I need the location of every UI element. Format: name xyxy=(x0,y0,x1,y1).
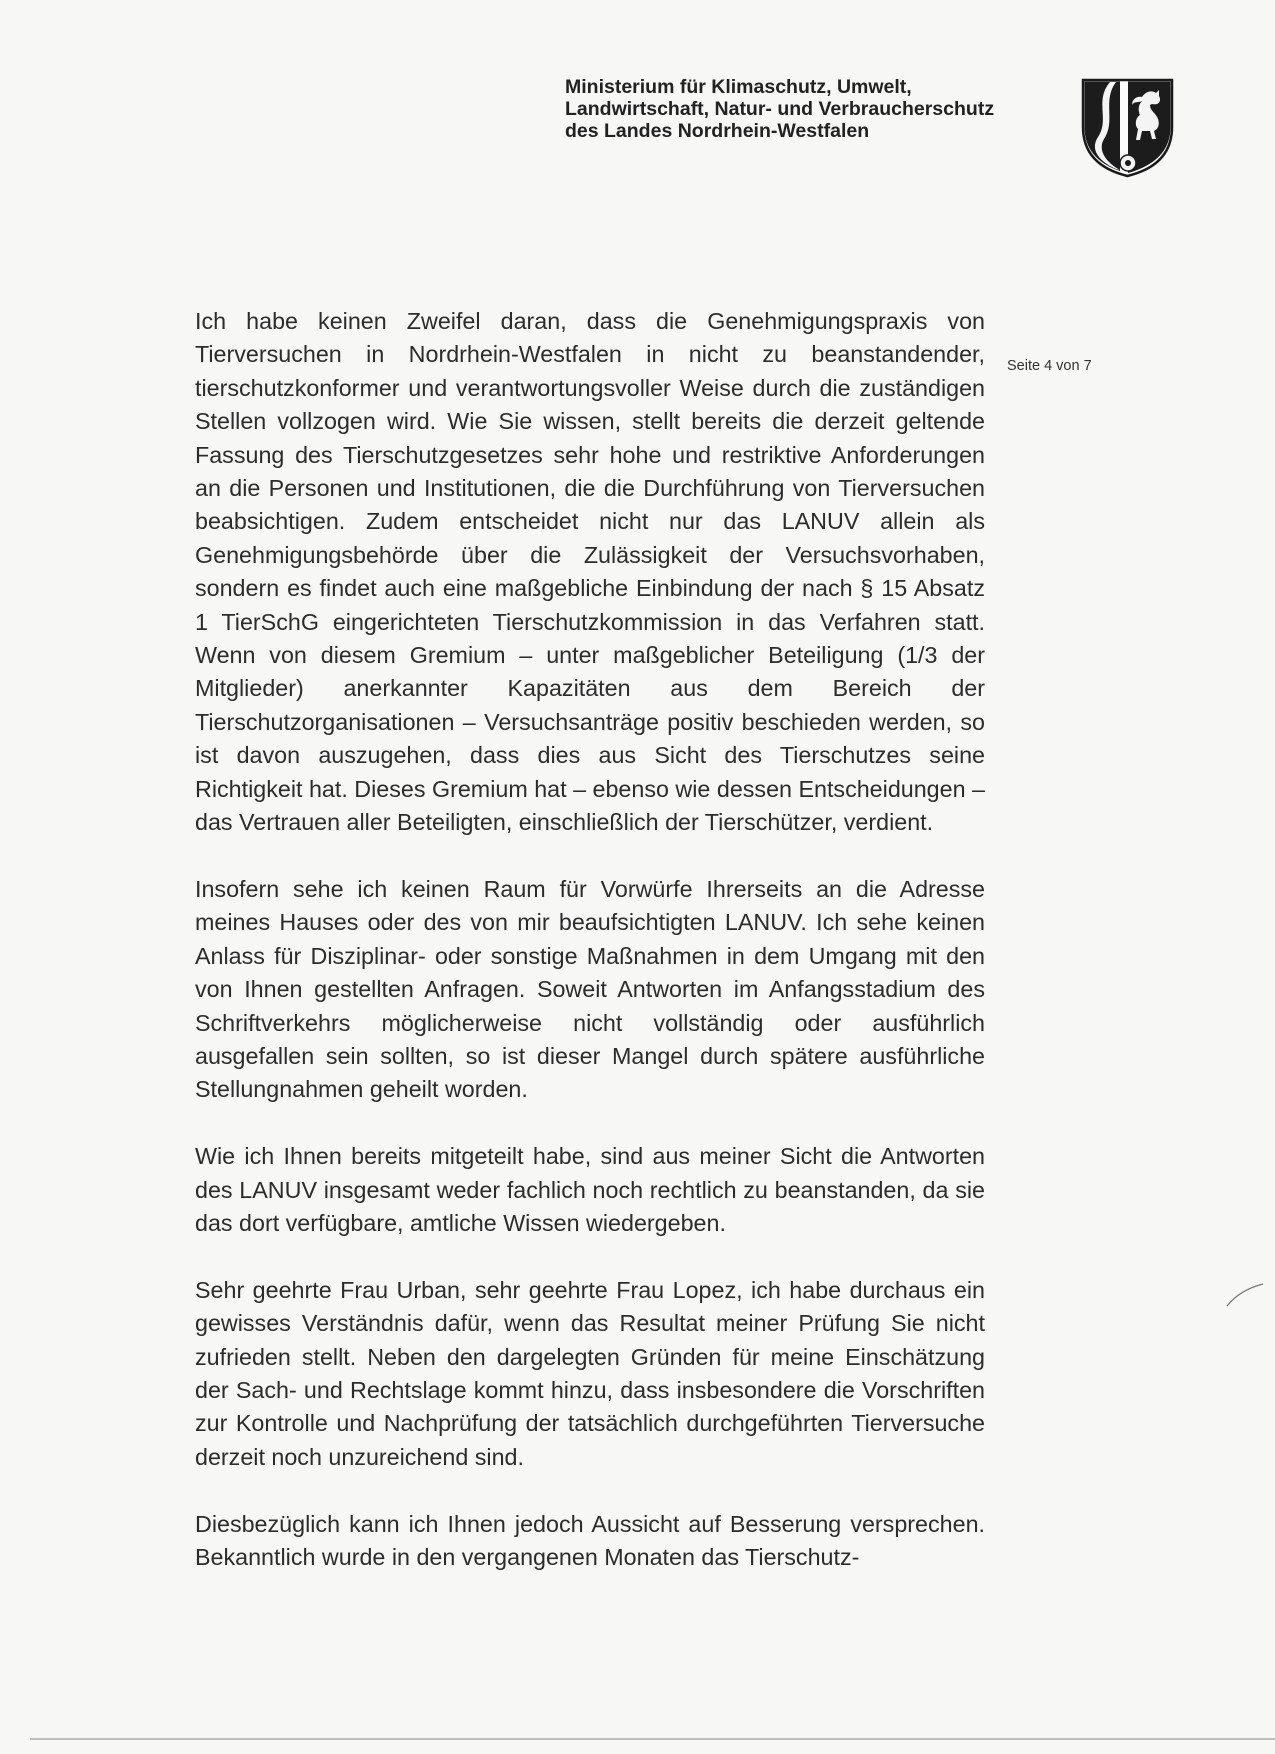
scan-artifact-mark xyxy=(1225,1282,1265,1312)
paragraph-lanuv-answers: Wie ich Ihnen bereits mitgeteilt habe, sind aus meiner Sicht die Antworten des LANUV insgesamt weder fachlich noch rechtlich zu beanstanden, da sie das dort verfügbare, amtliche Wissen wiedergeben. xyxy=(195,1143,985,1236)
page-number: Seite 4 von 7 xyxy=(1007,358,1092,374)
nrw-coat-of-arms-icon xyxy=(1080,77,1175,179)
paragraph-approval-practice: Ich habe keinen Zweifel daran, dass die Genehmigungspraxis von Tierversuchen in Nordrhein-Westfalen in nicht zu beanstandender, tierschutzkonformer und verantwortungsvoller Weise durch die zuständigen Stellen vollzogen wird. Wie Sie wissen, stellt bereits die derzeit geltende Fassung des Tierschutzgesetzes sehr hohe und restriktive Anforderungen an die Personen und Institutionen, die die Durchführung von Tierversuchen beabsichtigen. Zudem entscheidet nicht nur das LANUV allein als Genehmigungsbehörde über die Zulässigkeit der Versuchsvorhaben, sondern es findet auch eine maßgebliche Einbindung der nach § 15 Absatz 1 TierSchG eingerichteten Tierschutzkommission in das Verfahren statt. Wenn von diesem Gremium – unter maßgeblicher Beteiligung (1/3 der Mitglieder) anerkannter Kapazitäten aus dem Bereich der Tierschutzorganisationen – Versuchsanträge positiv beschieden werden, so ist davon auszugehen, dass dies aus Sicht des Tierschutzes seine Richtigkeit hat. Dieses Gremium hat – ebenso wie dessen Entscheidungen – das Vertrauen aller Beteiligten, einschließlich der Tierschützer, verdient. xyxy=(195,308,985,836)
bottom-scan-edge xyxy=(30,1738,1275,1740)
letterhead-line-1: Ministerium für Klimaschutz, Umwelt, xyxy=(565,76,912,98)
paragraph-salutation-understanding: Sehr geehrte Frau Urban, sehr geehrte Frau Lopez, ich habe durchaus ein gewisses Verständnis dafür, wenn das Resultat meiner Prüfung Sie nicht zufrieden stellt. Neben den dargelegten Gründen für meine Einschätzung der Sach- und Rechtslage kommt hinzu, dass insbesondere die Vorschriften zur Kontrolle und Nachprüfung der tatsächlich durchgeführten Tierversuche derzeit noch unzureichend sind. xyxy=(195,1276,985,1470)
letterhead-line-3: des Landes Nordrhein-Westfalen xyxy=(565,120,870,142)
paragraph-improvement: Diesbezüglich kann ich Ihnen jedoch Aussicht auf Besserung versprechen. Bekanntlich wurde in den vergangenen Monaten das Tierschutz- xyxy=(195,1510,985,1570)
letter-body xyxy=(195,305,985,1608)
letterhead-line-2: Landwirtschaft, Natur- und Verbraucherschutz xyxy=(565,98,995,120)
ministry-letterhead xyxy=(565,76,1085,142)
paragraph-no-accusations: Insofern sehe ich keinen Raum für Vorwürfe Ihrerseits an die Adresse meines Hauses oder des von mir beaufsichtigten LANUV. Ich sehe keinen Anlass für Disziplinar- oder sonstige Maßnahmen in dem Umgang mit den von Ihnen gestellten Anfragen. Soweit Antworten im Anfangsstadium des Schriftverkehrs möglicherweise nicht vollständig oder ausführlich ausgefallen sein sollten, so ist dieser Mangel durch spätere ausführliche Stellungnahmen geheilt worden. xyxy=(195,875,985,1103)
